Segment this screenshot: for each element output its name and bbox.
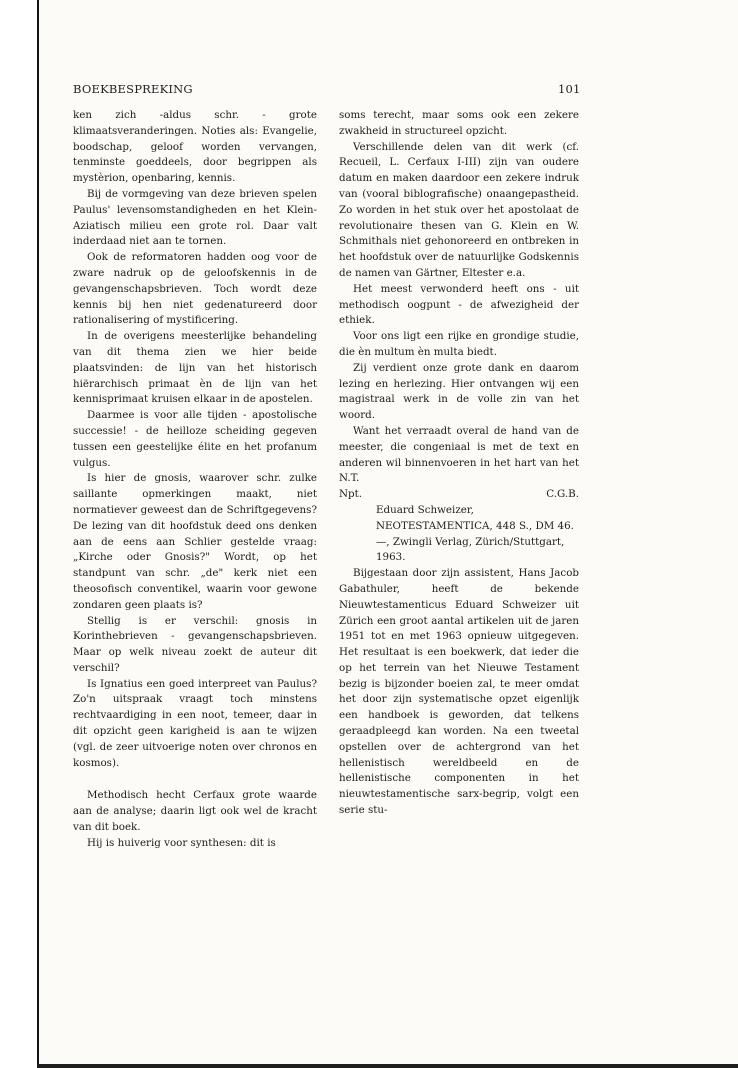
right-column — [339, 108, 579, 819]
paragraph: Het meest verwonderd heeft ons - uit methodisch oogpunt - de afwezigheid der ethiek. — [339, 282, 579, 327]
paragraph: Zij verdient onze grote dank en daarom lezing en herlezing. Hier ontvangen wij een magistraal werk in de volle zin van het woord. — [339, 361, 579, 422]
paragraph: Want het verraadt overal de hand van de meester, die congeniaal is met de text en anderen wil binnenvoeren in het hart van het N.T. — [339, 424, 579, 485]
paragraph: Methodisch hecht Cerfaux grote waarde aan de analyse; daarin ligt ook wel de kracht van dit boek. — [73, 789, 317, 834]
paragraph: Is Ignatius een goed interpreet van Paulus? Zo'n uitspraak vraagt toch minstens rechtvaardiging in een noot, temeer, daar in dit opzicht geen karigheid is aan te wijzen (vgl. de zeer uitvoerige noten over chronos en kosmos). — [73, 677, 317, 769]
paragraph: Voor ons ligt een rijke en grondige studie, die èn multum èn multa biedt. — [339, 330, 579, 358]
signature-initials: C.G.B. — [546, 488, 579, 501]
paragraph: ken zich -aldus schr. - grote klimaatsveranderingen. Noties als: Evangelie, boodschap, geloof worden vervangen, tenminste goeddeels, door begrippen als mystèrion, openbaring, kennis. — [73, 109, 317, 185]
paragraph: In de overigens meesterlijke behandeling van dit thema zien we hier beide plaatsvinden: de lijn van het historisch hiërarchisch primaat èn de lijn van het kennisprimaat kruisen elkaar in de apostelen. — [73, 330, 317, 406]
left-column — [73, 108, 317, 852]
page-number: 101 — [558, 82, 581, 96]
paragraph: Ook de reformatoren hadden oog voor de zware nadruk op de geloofskennis in de gevangenschapsbrieven. Toch wordt deze kennis bij hen niet gedenatureerd door rationalisering of mystificering. — [73, 251, 317, 327]
paragraph: Hij is huiverig voor synthesen: dit is — [87, 836, 276, 849]
paragraph: Bij de vormgeving van deze brieven spelen Paulus' levensomstandigheden en het Klein-Aziatisch milieu een grote rol. Daar valt inderdaad niet aan te tornen. — [73, 187, 317, 248]
paragraph: Stellig is er verschil: gnosis in Korinthebrieven - gevangenschapsbrieven. Maar op welk niveau zoekt de auteur dit verschil? — [73, 614, 317, 674]
running-title: BOEKBESPREKING — [73, 82, 193, 96]
paragraph: soms terecht, maar soms ook een zekere zwakheid in structureel opzicht. — [339, 109, 579, 137]
signature-place: Npt. — [339, 488, 363, 501]
review-signature — [339, 487, 579, 503]
paragraph: Bijgestaan door zijn assistent, Hans Jacob Gabathuler, heeft de bekende Nieuwtestamenticus Eduard Schweizer uit Zürich een groot aantal artikelen uit de jaren 1951 tot en met 1963 opnieuw uitgegeven. Het resultaat is een boekwerk, dat ieder die op het terrein van het Nieuwe Testament bezig is bijzonder boeien zal, te meer omdat het door zijn systematische opzet eigenlijk een handboek is geworden, dat telkens geraadpleegd kan worden. Na een tweetal opstellen over de achtergrond van het hellenistisch wereldbeeld en de hellenistische componenten in het nieuwtestamentische sarx-begrip, volgt een serie stu- — [339, 567, 579, 817]
paragraph: Verschillende delen van dit werk (cf. Recueil, L. Cerfaux I-III) zijn van oudere datum en maken daardoor een zekere indruk van (vooral biblografische) onaangepastheid. Zo worden in het stuk over het apostolaat de revolutionaire thesen van G. Klein en W. Schmithals niet gehonoreerd en ontbreken in het hoofdstuk over de natuurlijke Godskennis de namen van Gärtner, Eltester e.a. — [339, 140, 579, 279]
paragraph: Is hier de gnosis, waarover schr. zulke saillante opmerkingen maakt, niet normatiever geweest dan de Schriftgegevens? De lezing van dit hoofdstuk deed ons denken aan de eens aan Schlier gestelde vraag: „Kirche oder Gnosis?" Wordt, op het standpunt van schr. „de" kerk niet een theosofisch conventikel, waarin voor gewone zondaren geen plaats is? — [73, 472, 317, 611]
paragraph: Daarmee is voor alle tijden - apostolische successie! - de heilloze scheiding gegeven tussen een geestelijke élite en het profanum vulgus. — [73, 409, 317, 469]
book-entry: Eduard Schweizer, NEOTESTAMENTICA, 448 S., DM 46.—, Zwingli Verlag, Zürich/Stuttgart, 1963. — [376, 503, 574, 564]
scan-bottom-edge — [37, 1064, 738, 1068]
